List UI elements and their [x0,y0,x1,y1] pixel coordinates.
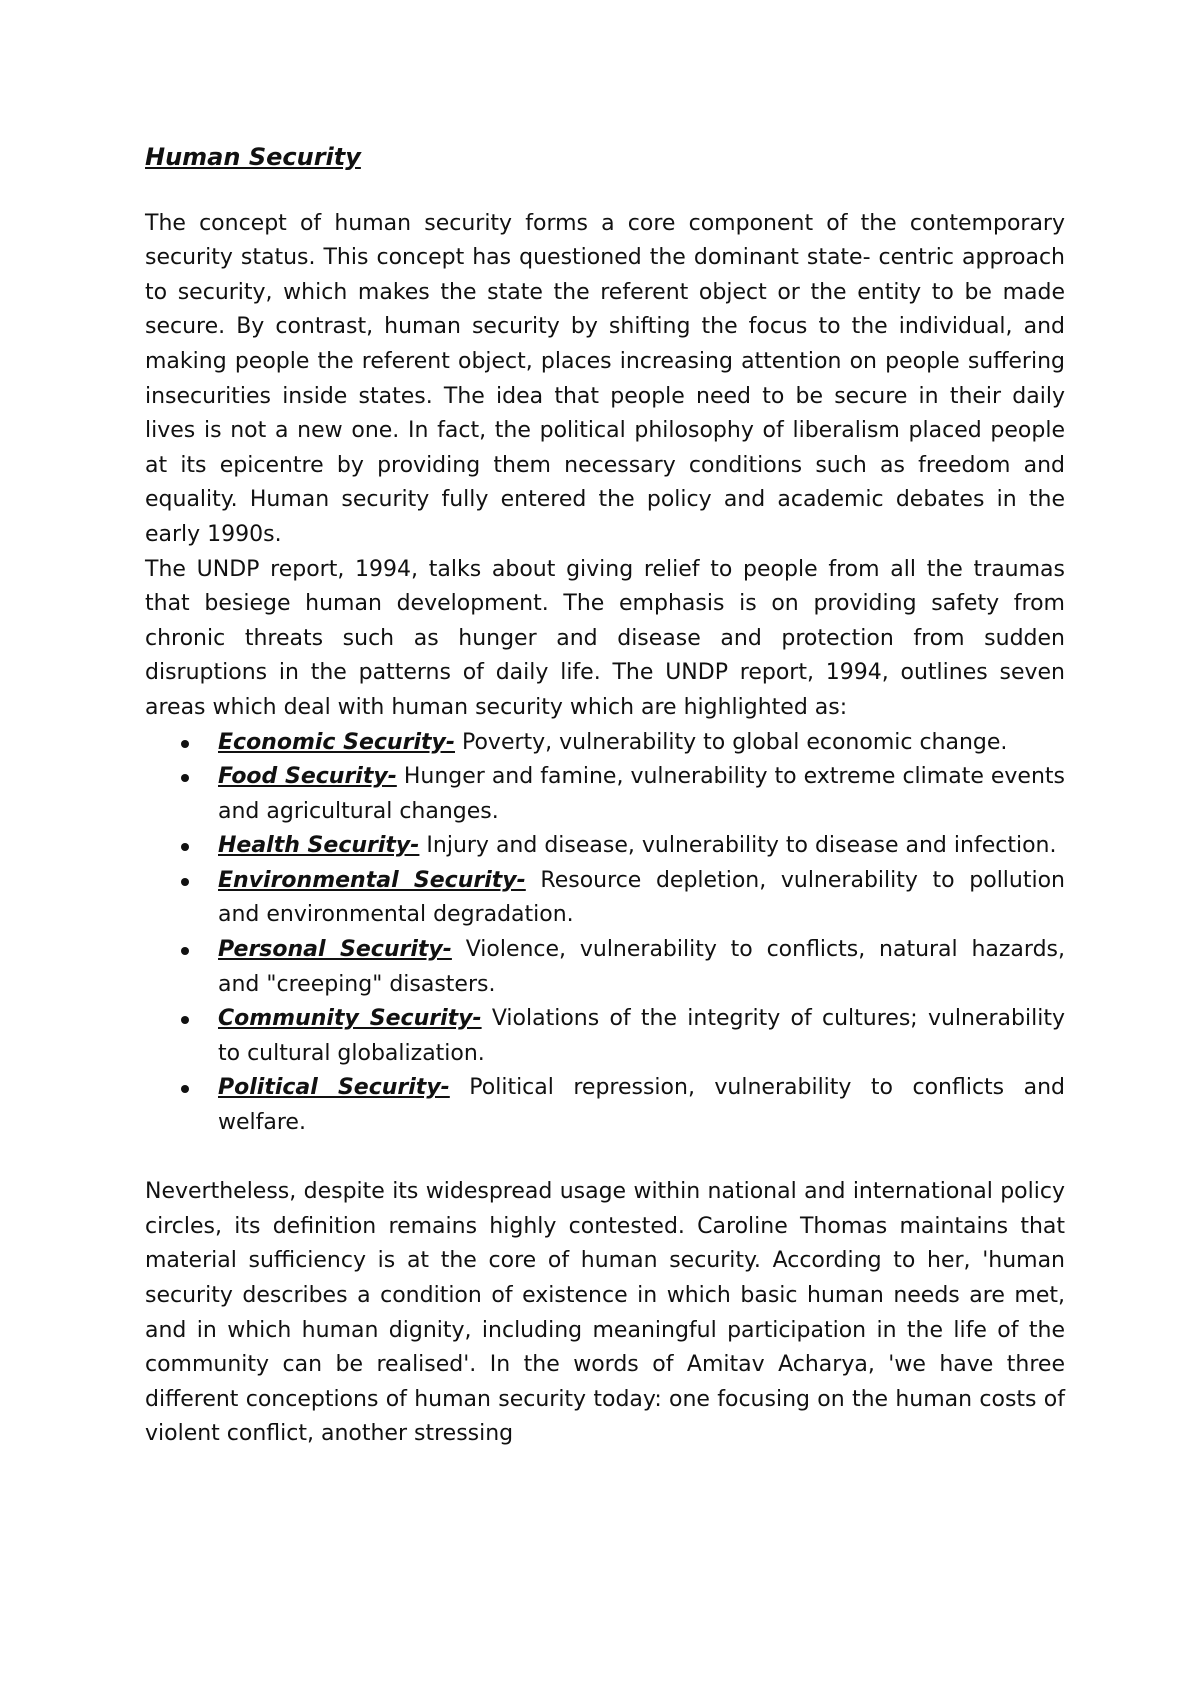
area-description: Injury and disease, vulnerability to disease and infection. [419,833,1057,859]
paragraph-spacer [145,1141,1065,1176]
area-term: Health Security- [218,833,420,859]
bullet-icon [181,878,189,886]
area-term: Environmental Security- [218,867,526,893]
area-description: Poverty, vulnerability to global economic change. [454,729,1008,755]
document-title: Human Security [145,143,361,171]
area-description: Violations of the integrity of cultures; vulnerability to cultural globalization. [218,1006,1065,1066]
closing-paragraph: Nevertheless, despite its widespread usage within national and international policy circles, its definition remains highly contested. Caroline Thomas maintains that material sufficiency is at the core of human security. According to her, 'human security describes a condition of existence in which basic human needs are met, and in which human dignity, including meaningful participation in the life of the community can be realised'. In the words of Amitav Acharya, 'we have three different conceptions of human security today: one focusing on the human costs of violent conflict, another stressing [145,1179,1065,1447]
area-description: Violence, vulnerability to conflicts, natural hazards, and "creeping" disasters. [218,937,1065,997]
bullet-icon [181,774,189,782]
list-item [218,829,1065,864]
bullet-icon [181,740,189,748]
area-description: Political repression, vulnerability to conflicts and welfare. [218,1075,1065,1136]
list-item [218,864,1065,933]
area-term: Personal Security- [218,937,452,963]
bullet-icon [181,1016,189,1024]
list-item [218,760,1065,829]
bullet-icon [181,1085,189,1093]
area-description: Resource depletion, vulnerability to pollution and environmental degradation. [218,867,1066,928]
undp-paragraph: The UNDP report, 1994, talks about giving relief to people from all the traumas that besiege human development. The emphasis is on providing safety from chronic threats such as hunger and disease and protection from sudden disruptions in the patterns of daily life. The UNDP report, 1994, outlines seven areas which deal with human security which are highlighted as: [145,556,1065,720]
area-term: Economic Security- [218,729,455,755]
list-item [218,726,1065,761]
area-term: Food Security- [218,764,397,790]
document-page [145,140,1065,1452]
bullet-icon [181,947,189,955]
area-term: Political Security- [218,1075,450,1101]
list-item [218,1071,1065,1140]
area-description: Hunger and famine, vulnerability to extreme climate events and agricultural changes. [218,764,1065,824]
intro-paragraph: The concept of human security forms a core component of the contemporary security status. This concept has questioned the dominant state- centric approach to security, which makes the state the referent object or the entity to be made secure. By contrast, human security by shifting the focus to the individual, and making people the referent object, places increasing attention on people suffering insecurities inside states. The idea that people need to be secure in their daily lives is not a new one. In fact, the political philosophy of liberalism placed people at its epicentre by providing them necessary conditions such as freedom and equality. Human security fully entered the policy and academic debates in the early 1990s. [145,210,1065,547]
security-areas-list [145,726,1065,1141]
list-item [218,1002,1065,1071]
area-term: Community Security- [218,1006,482,1032]
bullet-icon [181,843,189,851]
list-item [218,933,1065,1002]
